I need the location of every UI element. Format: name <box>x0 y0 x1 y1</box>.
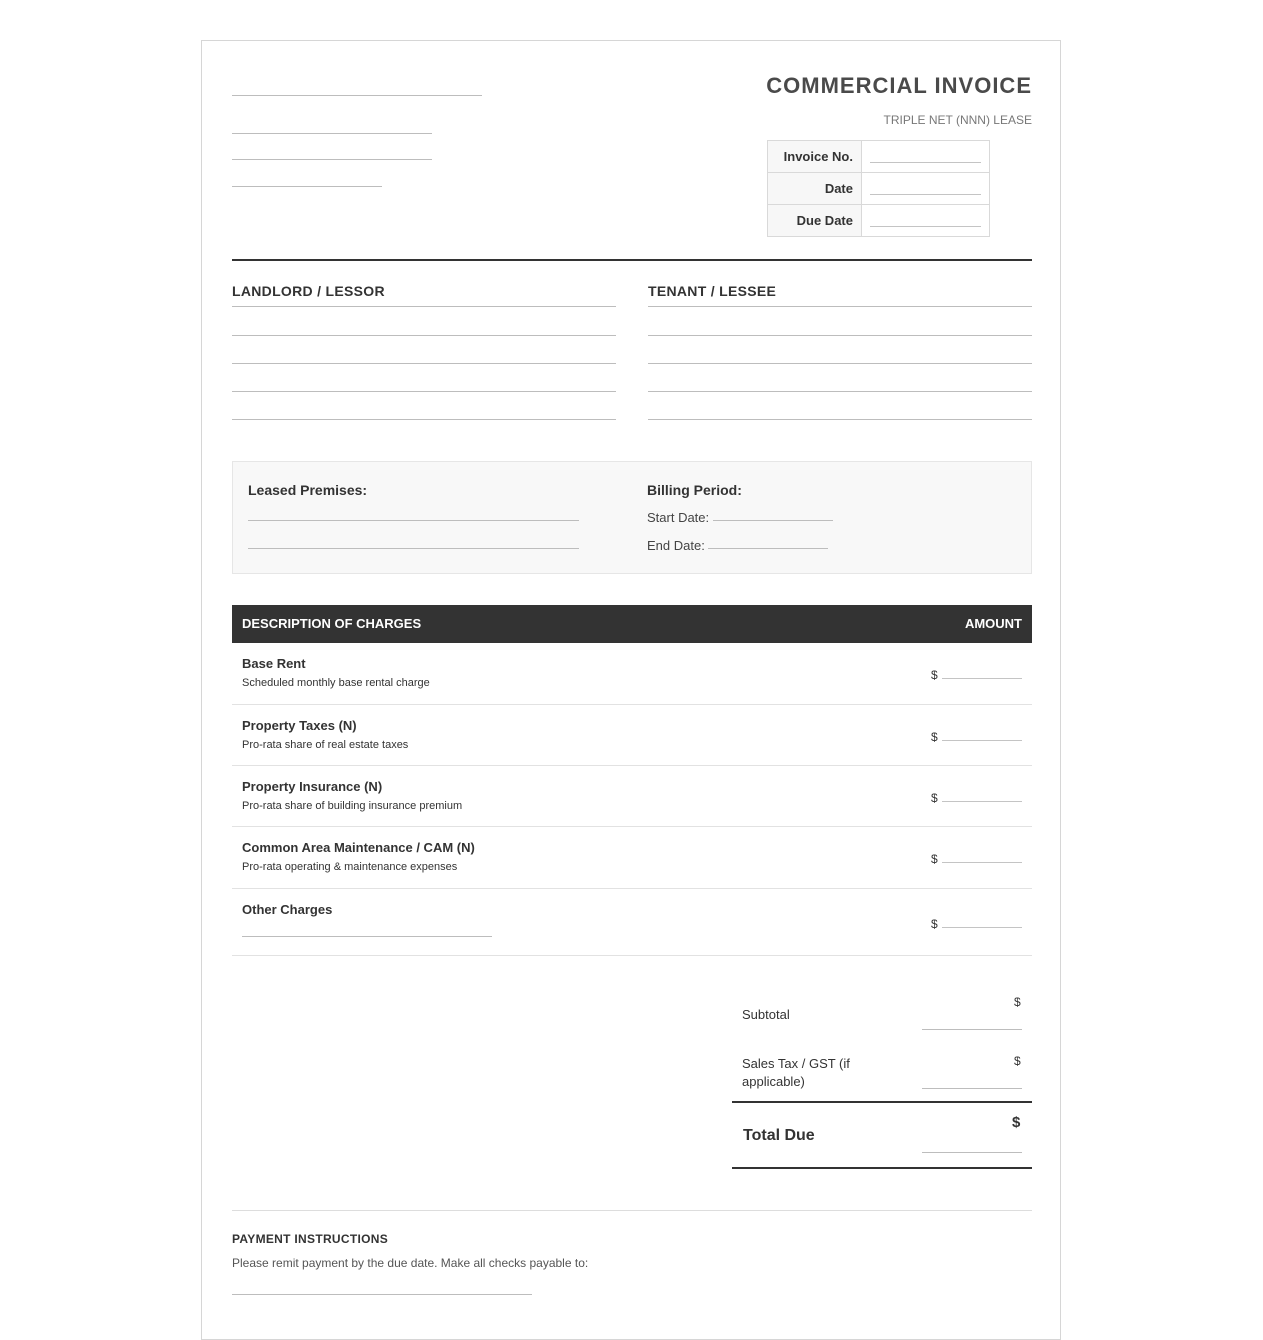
charge-row-cam <box>232 827 1032 889</box>
charge-description: Scheduled monthly base rental charge <box>242 677 430 689</box>
currency-symbol: $ <box>931 791 938 805</box>
tenant-line-1[interactable] <box>648 335 1032 336</box>
other-charges-amount-field[interactable] <box>942 927 1022 928</box>
subtotal-currency: $ <box>1014 995 1021 1009</box>
landlord-heading: LANDLORD / LESSOR <box>232 283 385 299</box>
total-top-rule <box>732 1101 1032 1103</box>
landlord-line-3[interactable] <box>232 391 616 392</box>
charge-row-property-taxes <box>232 705 1032 766</box>
charge-row-base-rent <box>232 643 1032 705</box>
charge-name: Common Area Maintenance / CAM (N) <box>242 840 475 855</box>
invoice-no-label: Invoice No. <box>768 141 862 173</box>
invoice-no-field[interactable] <box>862 141 990 173</box>
start-date-label: Start Date: <box>647 510 710 525</box>
invoice-meta-table <box>767 140 990 237</box>
charges-table-header <box>232 605 1032 643</box>
tenant-line-2[interactable] <box>648 363 1032 364</box>
landlord-line-4[interactable] <box>232 419 616 420</box>
tenant-heading: TENANT / LESSEE <box>648 283 777 299</box>
total-due-field[interactable] <box>922 1152 1022 1153</box>
leased-premises-line-2[interactable] <box>248 548 579 549</box>
currency-symbol: $ <box>931 852 938 866</box>
sales-tax-currency: $ <box>1014 1054 1021 1068</box>
company-name-line[interactable] <box>232 95 482 96</box>
invoice-title: COMMERCIAL INVOICE <box>766 73 1032 98</box>
currency-symbol: $ <box>931 917 938 931</box>
premises-box <box>232 461 1032 574</box>
due-date-label: Due Date <box>768 205 862 237</box>
payment-heading: PAYMENT INSTRUCTIONS <box>232 1232 389 1246</box>
due-date-field[interactable] <box>862 205 990 237</box>
tenant-line-4[interactable] <box>648 419 1032 420</box>
charge-name: Other Charges <box>242 902 333 917</box>
charge-row-property-insurance <box>232 766 1032 827</box>
due-date-row <box>768 205 990 237</box>
company-address-line-2[interactable] <box>232 159 432 160</box>
charge-row-other <box>232 889 1032 956</box>
charge-description: Pro-rata share of building insurance premium <box>242 800 463 812</box>
subtotal-label: Subtotal <box>742 1007 790 1022</box>
invoice-page <box>201 40 1061 1340</box>
subtotal-field[interactable] <box>922 1029 1022 1030</box>
company-address-line-3[interactable] <box>232 186 382 187</box>
date-row <box>768 173 990 205</box>
header-divider <box>232 259 1032 261</box>
payment-divider <box>232 1210 1032 1211</box>
base-rent-amount-field[interactable] <box>942 678 1022 679</box>
currency-symbol: $ <box>931 730 938 744</box>
date-field[interactable] <box>862 173 990 205</box>
leased-premises-label: Leased Premises: <box>248 482 368 498</box>
landlord-line-1[interactable] <box>232 335 616 336</box>
tenant-line-3[interactable] <box>648 391 1032 392</box>
start-date-line[interactable] <box>713 520 833 521</box>
description-column-header: DESCRIPTION OF CHARGES <box>242 616 422 631</box>
amount-column-header: AMOUNT <box>964 616 1022 631</box>
charge-name: Base Rent <box>242 656 306 671</box>
currency-symbol: $ <box>931 668 938 682</box>
invoice-no-row <box>768 141 990 173</box>
invoice-subtitle: TRIPLE NET (NNN) LEASE <box>883 113 1032 127</box>
sales-tax-label: Sales Tax / GST (if applicable) <box>742 1056 850 1089</box>
charge-name: Property Taxes (N) <box>242 718 357 733</box>
payee-line[interactable] <box>232 1294 532 1295</box>
company-address-line-1[interactable] <box>232 133 432 134</box>
date-label: Date <box>768 173 862 205</box>
other-charges-description-field[interactable] <box>242 936 492 937</box>
cam-amount-field[interactable] <box>942 862 1022 863</box>
tenant-heading-underline <box>648 306 1032 307</box>
end-date-label: End Date: <box>647 538 705 553</box>
property-insurance-amount-field[interactable] <box>942 801 1022 802</box>
total-bottom-rule <box>732 1167 1032 1169</box>
property-taxes-amount-field[interactable] <box>942 740 1022 741</box>
total-due-currency: $ <box>1012 1114 1021 1131</box>
landlord-heading-underline <box>232 306 616 307</box>
landlord-line-2[interactable] <box>232 363 616 364</box>
total-due-label: Total Due <box>743 1127 815 1144</box>
billing-period-label: Billing Period: <box>647 482 742 498</box>
charge-description: Pro-rata operating & maintenance expenses <box>242 861 458 873</box>
sales-tax-field[interactable] <box>922 1088 1022 1089</box>
end-date-line[interactable] <box>708 548 828 549</box>
leased-premises-line-1[interactable] <box>248 520 579 521</box>
charge-name: Property Insurance (N) <box>242 779 383 794</box>
charge-description: Pro-rata share of real estate taxes <box>242 739 409 751</box>
payment-text: Please remit payment by the due date. Make all checks payable to: <box>232 1256 589 1270</box>
